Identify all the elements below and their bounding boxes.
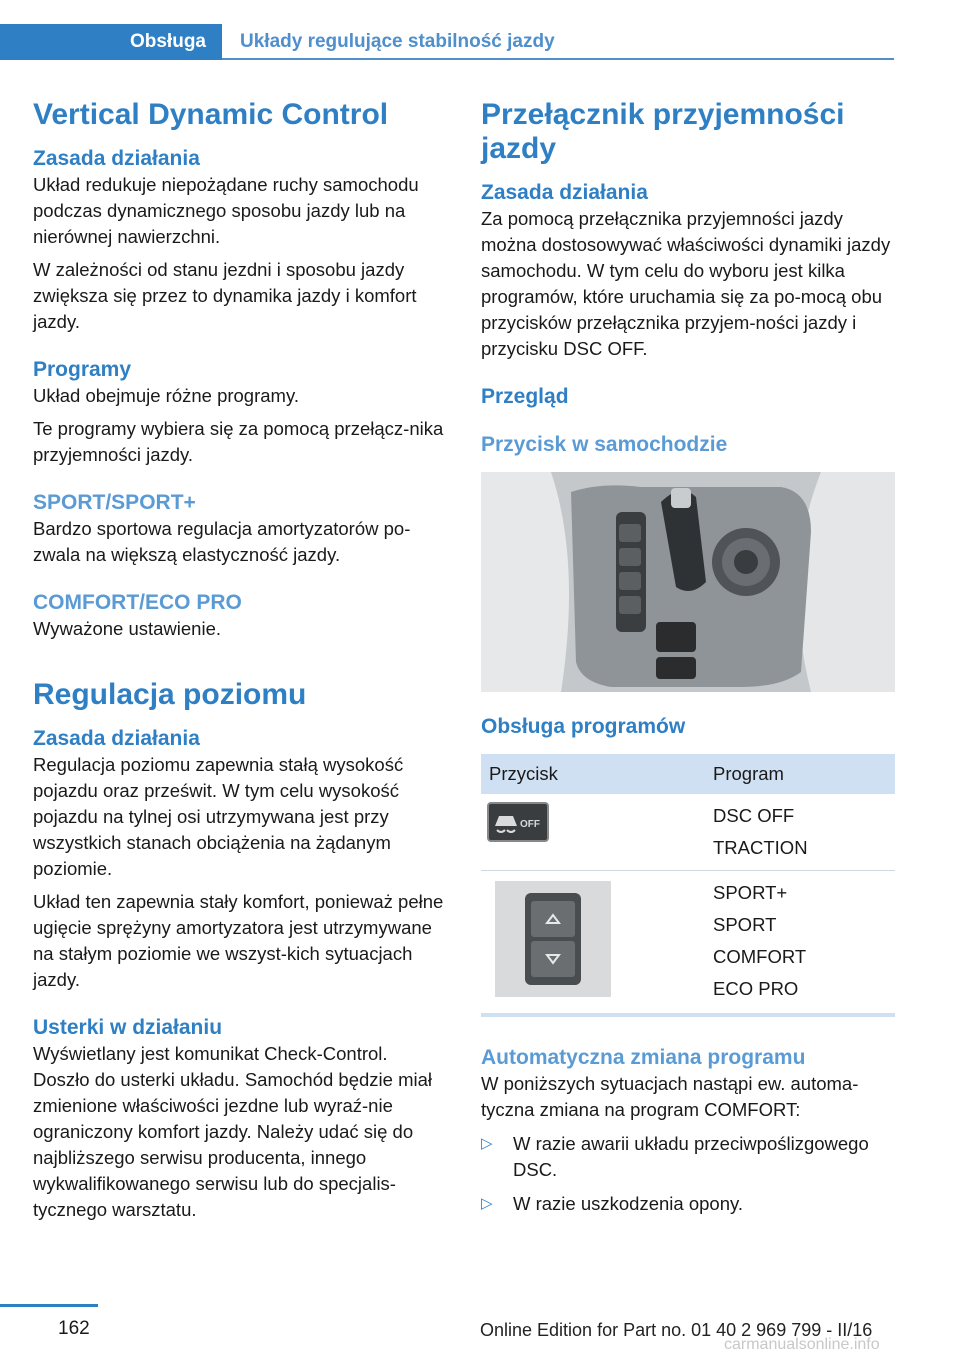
triangle-bullet-icon: ▷ [481,1195,493,1212]
program-sport-plus: SPORT+ [713,882,788,903]
program-comfort: COMFORT [713,946,807,967]
fault-heading: Usterki w działaniu [33,1016,223,1039]
programs-paragraph-2: Te programy wybiera się za pomocą przełącz‐nika przyjemności jazdy. [33,418,444,465]
breadcrumb: Układy regulujące stabilność jazdy [240,31,555,52]
left-column [33,98,449,1230]
right-column [481,98,895,1225]
program-dsc-off: DSC OFF [713,805,795,826]
switch-principle-heading: Zasada działania [481,181,648,204]
driving-mode-switch-icon [495,881,611,997]
auto-change-list [481,1131,895,1217]
table-row [481,871,895,1016]
fault-paragraph: Wyświetlany jest komunikat Check-Control. Doszło do usterki układu. Samochód będzie miał zmienione właściwości jezdne lub wyraź‐nie ograniczony komfort jazdy. Należy udać się do najbliższego serwisu producenta, innego wykwalifikowanego serwisu lub do specjalis‐tycznego warsztatu. [33,1043,432,1220]
program-traction: TRACTION [713,837,808,858]
dsc-off-button-icon [487,802,549,842]
comfort-heading: COMFORT/ECO PRO [33,591,242,614]
program-eco-pro: ECO PRO [713,978,799,999]
switch-principle-paragraph: Za pomocą przełącznika przyjemności jazdy można dostosowywać właściwości dynamiki jazdy samochodu. W tym celu do wyboru jest kilka programów, które uruchamia się za po‐mocą obu przycisków przełącznika przyjem‐ności jazdy i przycisku DSC OFF. [481,208,891,359]
program-table [481,754,895,1017]
program-sport: SPORT [713,914,777,935]
vdc-principle-heading: Zasada działania [33,147,200,170]
edition-info: Online Edition for Part no. 01 40 2 969 799 - II/16 [480,1320,873,1340]
table-row [481,794,895,871]
center-console-photo [481,472,895,692]
vdc-paragraph-1: Układ redukuje niepożądane ruchy samochodu podczas dynamicznego sposobu jazdy lub na nierównej nawierzchni. [33,174,419,247]
programs-heading: Programy [33,358,132,381]
page-header [0,24,894,62]
column-header-button: Przycisk [481,754,705,794]
comfort-paragraph: Wyważone ustawienie. [33,618,222,639]
column-header-program: Program [705,754,895,794]
auto-change-heading: Automatyczna zmiana programu [481,1046,806,1069]
list-item: ▷ W razie awarii układu przeciwpoślizgowego DSC. [481,1133,869,1180]
header-rule [222,58,894,60]
level-paragraph-2: Układ ten zapewnia stały komfort, ponieważ pełne ugięcie sprężyny amortyzatora jest utrzymywane na stałym poziomie we wszyst‐kich sytuacjach jazdy. [33,891,444,990]
svg-text:OFF: OFF [520,819,540,830]
overview-heading: Przegląd [481,385,569,408]
programs-paragraph-1: Układ obejmuje różne programy. [33,385,299,406]
button-in-car-heading: Przycisk w samochodzie [481,433,728,456]
triangle-bullet-icon: ▷ [481,1135,493,1152]
footer-rule [0,1304,98,1307]
page-number: 162 [58,1318,90,1339]
vdc-paragraph-2: W zależności od stanu jezdni i sposobu jazdy zwiększa się przez to dynamika jazdy i komfort jazdy. [33,259,417,332]
program-operation-heading: Obsługa programów [481,715,686,738]
list-item: ▷ W razie uszkodzenia opony. [481,1191,895,1217]
level-title: Regulacja poziomu [33,678,307,711]
console-illustration [481,472,895,692]
sport-paragraph: Bardzo sportowa regulacja amortyzatorów po‐zwala na większą elastyczność jazdy. [33,518,411,565]
level-principle-heading: Zasada działania [33,727,200,750]
watermark: carmanualsonline.info [724,1336,880,1353]
sport-heading: SPORT/SPORT+ [33,491,196,514]
vdc-title: Vertical Dynamic Control [33,98,389,131]
auto-change-paragraph: W poniższych sytuacjach nastąpi ew. automa‐tyczna zmiana na program COMFORT: [481,1073,859,1120]
driving-switch-title: Przełącznik przyjemności jazdy [481,98,845,165]
level-paragraph-1: Regulacja poziomu zapewnia stałą wysokość pojazdu oraz prześwit. W tym celu wysokość pojazdu na tylnej osi utrzymywana jest przy wszystkich stanach obciążenia na żądanym poziomie. [33,754,404,879]
section-tab: Obsługa [0,24,222,60]
